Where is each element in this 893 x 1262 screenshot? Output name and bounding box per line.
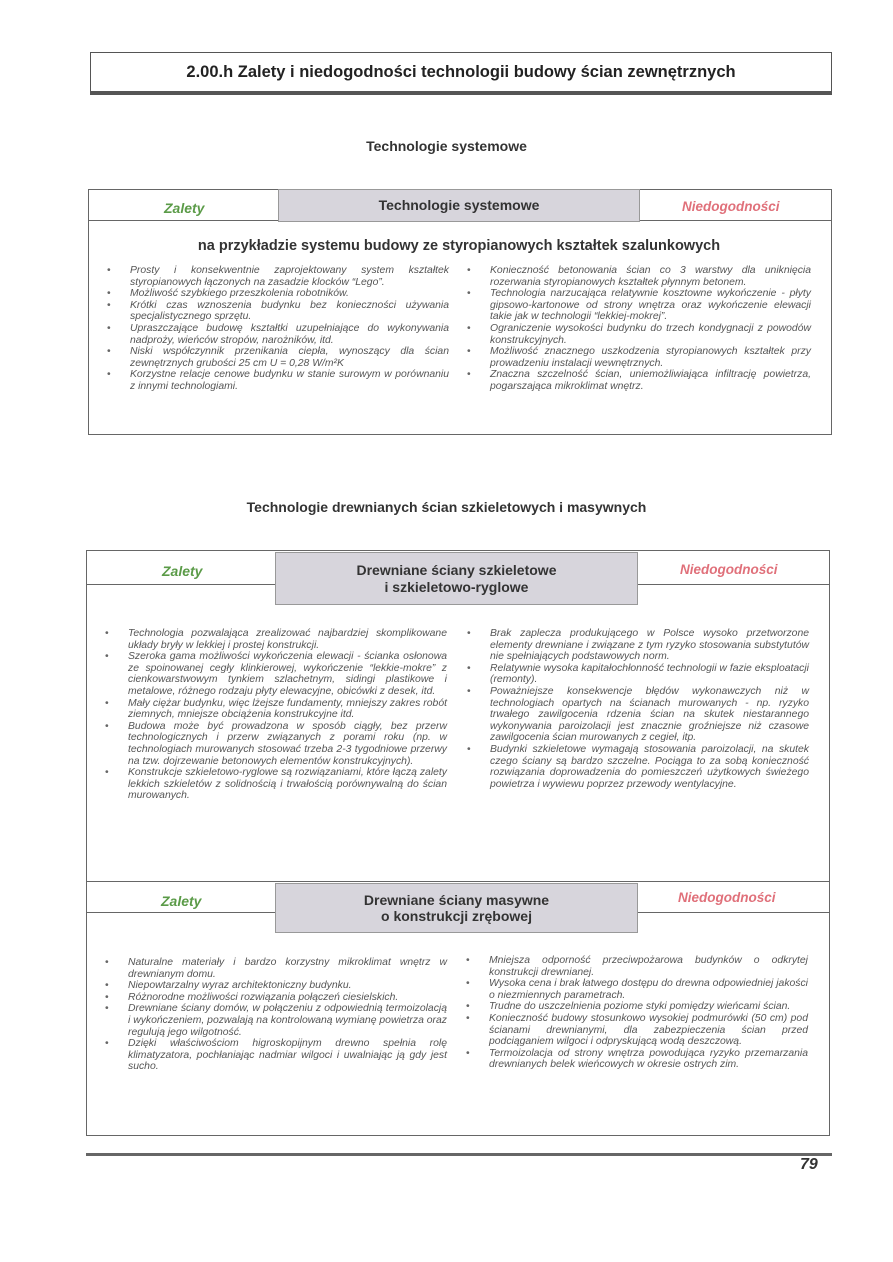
pros-item: • Konstrukcje szkieletowo-ryglowe są rozwiązaniami, które łączą zalety lekkich szkieletów z solidnością i trwałością porównywalną do ścian murowanych. <box>105 767 447 802</box>
cons-item: • Technologia narzucająca relatywnie kosztowne wykończenie - płyty gipsowo-kartonowe od strony wnętrza oraz wykończenie elewacji takie jak w technologii “lekkiej-mokrej”. <box>467 288 811 323</box>
cons-item: • Trudne do uszczelnienia poziome styki pomiędzy wieńcami ścian. <box>466 1001 808 1013</box>
pros-item: • Korzystne relacje cenowe budynku w stanie surowym w porównaniu z innymi technologiami. <box>107 369 449 392</box>
panel-header-line-right <box>640 220 832 221</box>
pros-item: • Krótki czas wznoszenia budynku bez konieczności używania specjalistycznego sprzętu. <box>107 300 449 323</box>
panel-title-line: Drewniane ściany masywne <box>363 891 550 908</box>
panel-title-tab <box>275 883 638 933</box>
panel-header-line-left <box>86 584 275 585</box>
pros-list <box>107 265 449 393</box>
cons-item: • Konieczność budowy stosunkowo wysokiej podmurówki (50 cm) pod ścianami drewnianymi, dla zabezpieczenia ścian przed podciąganiem wilgoci i odpryskującą wodą deszczową. <box>466 1013 808 1048</box>
pros-item: • Dzięki właściwościom higroskopijnym drewno spełnia rolę klimatyzatora, pochłaniając nadmiar wilgoci i uwalniając ją gdy jest sucho. <box>105 1038 447 1073</box>
panel-header-line-right <box>638 584 830 585</box>
pros-item: • Naturalne materiały i bardzo korzystny mikroklimat wnętrz w drewnianym domu. <box>105 957 447 980</box>
pros-item: • Technologia pozwalająca zrealizować najbardziej skomplikowane układy bryły w lekkiej i prostej konstrukcji. <box>105 628 447 651</box>
pros-item: • Upraszczające budowę kształtki uzupełniające do wykonywania nadproży, wieńców stropów, narożników, itd. <box>107 323 449 346</box>
cons-label: Niedogodności <box>678 890 776 905</box>
pros-list <box>105 628 447 802</box>
pros-item: • Różnorodne możliwości rozwiązania połączeń ciesielskich. <box>105 992 447 1004</box>
panel-header-line-left <box>86 912 275 913</box>
cons-label: Niedogodności <box>680 562 778 577</box>
page-title: 2.00.h Zalety i niedogodności technologii budowy ścian zewnętrznych <box>90 52 832 92</box>
pros-label: Zalety <box>161 893 202 909</box>
footer-rule <box>86 1153 832 1156</box>
title-underline <box>90 91 832 95</box>
cons-item: • Konieczność betonowania ścian co 3 warstwy dla uniknięcia rozerwania styropianowych kształtek płynnym betonem. <box>467 265 811 288</box>
pros-item: • Niski współczynnik przenikania ciepła, wynoszący dla ścian zewnętrznych grubości 25 cm U = 0,28 W/m²K <box>107 346 449 369</box>
pros-item: • Mały ciężar budynku, więc lżejsze fundamenty, mniejszy zakres robót ziemnych, mniejsze obciążenia konstrukcyjne itd. <box>105 698 447 721</box>
cons-item: • Możliwość znacznego uszkodzenia styropianowych kształtek przy prowadzeniu instalacji wewnętrznych. <box>467 346 811 369</box>
panel-title-line: Technologie systemowe <box>378 197 540 214</box>
pros-item: • Możliwość szybkiego przeszkolenia robotników. <box>107 288 449 300</box>
cons-list <box>467 265 811 393</box>
cons-label: Niedogodności <box>682 199 780 214</box>
panel-header-line-left <box>88 220 278 221</box>
panel-divider <box>86 881 830 882</box>
cons-list <box>467 628 809 790</box>
cons-item: • Termoizolacja od strony wnętrza powodująca ryzyko przemarzania drewnianych belek wieńcowych w okresie ostrych zim. <box>466 1048 808 1071</box>
pros-item: • Budowa może być prowadzona w sposób ciągły, bez przerw technologicznych i przerw związanych z porami roku (np. w technologiach murowanych stosować trzeba 2-3 tygodniowe przerwy na tzw. dojrzewanie betonowych elementów konstrukcyjnych). <box>105 721 447 767</box>
section-heading-systemowe: Technologie systemowe <box>366 138 527 154</box>
panel-subheading: na przykładzie systemu budowy ze styropianowych kształtek szalunkowych <box>197 238 721 254</box>
pros-item: • Niepowtarzalny wyraz architektoniczny budynku. <box>105 980 447 992</box>
pros-label: Zalety <box>164 200 205 216</box>
panel-title-tab <box>278 189 640 222</box>
pros-item: • Szeroka gama możliwości wykończenia elewacji - ścianka osłonowa ze spoinowanej cegły klinkierowej, wykończenie “lekkie-mokre” z cienkowarstwowym tynkiem szlachetnym, sidingi plastikowe i metalowe, różnego rodzaju płyty elewacyjne, obicówki z desek, itd. <box>105 651 447 697</box>
pros-list <box>105 957 447 1073</box>
cons-item: • Relatywnie wysoka kapitałochłonność technologii w fazie eksploatacji (remonty). <box>467 663 809 686</box>
panel-title-line: Drewniane ściany szkieletowe <box>356 562 557 579</box>
cons-item: • Ograniczenie wysokości budynku do trzech kondygnacji z powodów konstrukcyjnych. <box>467 323 811 346</box>
panel-title-line: o konstrukcji zrębowej <box>381 908 532 924</box>
cons-item: • Budynki szkieletowe wymagają stosowania paroizolacji, na skutek czego ściany są bardzo szczelne. Pociąga to za sobą konieczność rozwiązania doprowadzenia do pomieszczeń użytkowych świeżego powietrza i wywiewu poprzez przewody wentylacyjne. <box>467 744 809 790</box>
pros-item: • Drewniane ściany domów, w połączeniu z odpowiednią termoizolacją i wykończeniem, pozwalają na kontrolowaną wymianę powietrza oraz regulują jego wilgotność. <box>105 1003 447 1038</box>
section-heading-drewniane: Technologie drewnianych ścian szkieletowych i masywnych <box>246 499 647 515</box>
panel-title-line: i szkieletowo-ryglowe <box>384 578 529 595</box>
pros-label: Zalety <box>162 563 203 579</box>
cons-item: • Brak zaplecza produkującego w Polsce wysoko przetworzone elementy drewniane i związane z tym ryzyko stosowania substytutów nie spełniających podstawowych norm. <box>467 628 809 663</box>
cons-item: • Znaczna szczelność ścian, uniemożliwiająca infiltrację powietrza, pogarszająca mikroklimat wnętrz. <box>467 369 811 392</box>
pros-item: • Prosty i konsekwentnie zaprojektowany system kształtek styropianowych łączonych na zasadzie klocków “Lego”. <box>107 265 449 288</box>
panel-header-line-right <box>638 912 830 913</box>
page-number: 79 <box>800 1156 818 1173</box>
cons-item: • Mniejsza odporność przeciwpożarowa budynków o odkrytej konstrukcji drewnianej. <box>466 955 808 978</box>
cons-list <box>466 955 808 1071</box>
cons-item: • Wysoka cena i brak łatwego dostępu do drewna odpowiedniej jakości o niezmiennych parametrach. <box>466 978 808 1001</box>
panel-title-tab <box>275 552 638 605</box>
cons-item: • Poważniejsze konsekwencje błędów wykonawczych niż w technologiach opartych na ścianach murowanych - np. ryzyko trwałego zawilgocenia rdzenia ścian na skutek niestarannego wykonywania paroizolacji jest znacznie groźniejsze niż czasowe zawilgocenia ścian murowanych z cegieł, itp. <box>467 686 809 744</box>
